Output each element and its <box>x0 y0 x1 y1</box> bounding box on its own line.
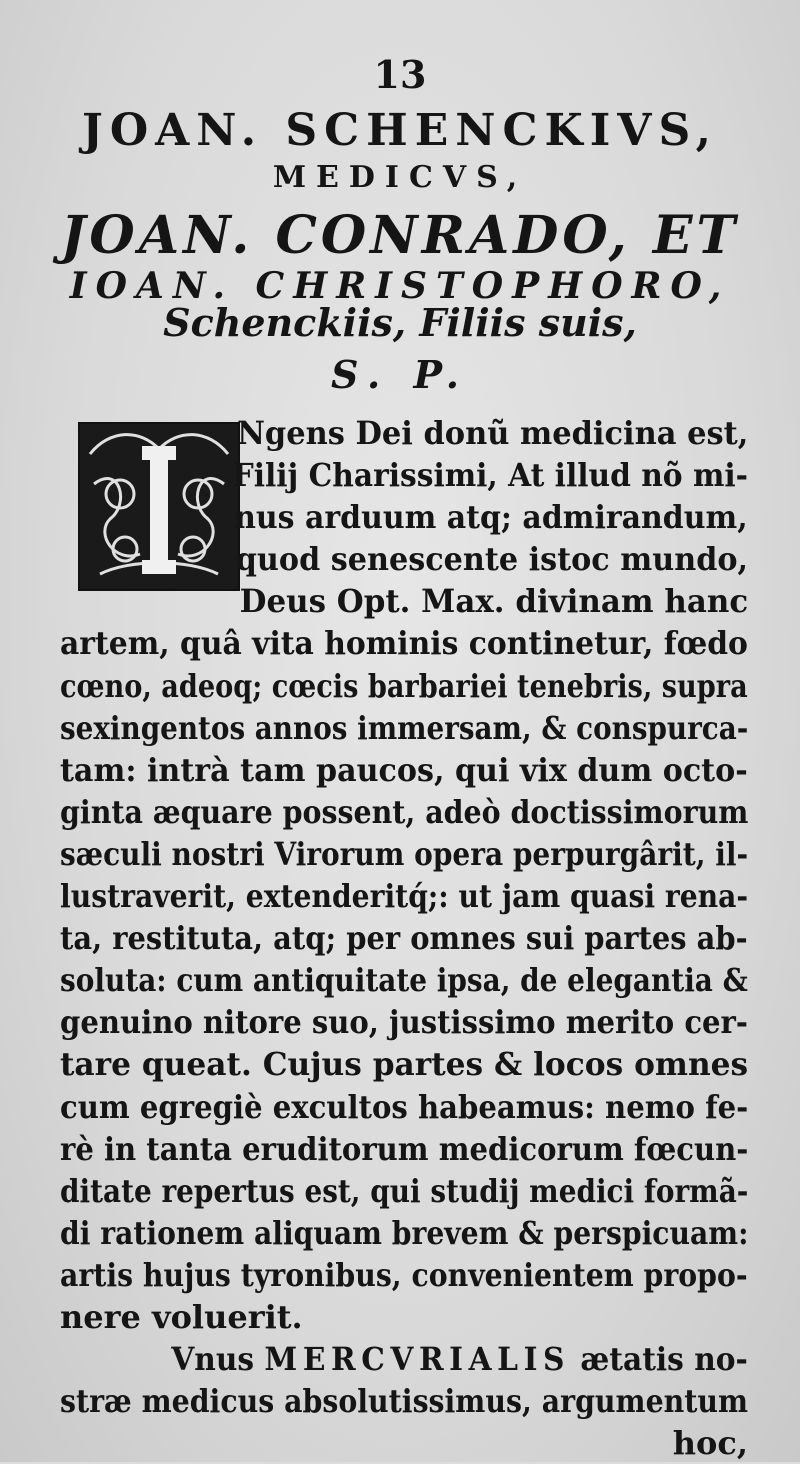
page-number: 13 <box>373 52 427 97</box>
heading-title: MEDICVS, <box>272 160 528 195</box>
text-line: artis hujus tyronibus, convenientem propo- <box>60 1255 748 1294</box>
heading-salutation: S. P. <box>330 352 470 397</box>
text-line: nus arduum atq; admirandum, <box>234 498 748 537</box>
text-line: ta, restituta, atq; per omnes sui partes ab- <box>60 919 748 958</box>
para2-name: MERCVRIALIS <box>264 1340 571 1379</box>
text-line: rè in tanta eruditorum medicorum fœcun- <box>60 1129 749 1168</box>
text-line: cœno, adeoq; cœcis barbariei tenebris, supra <box>60 666 748 705</box>
text-line: Deus Opt. Max. divinam hanc <box>239 582 749 621</box>
text-line: tam: intrà tam paucos, qui vix dum octo- <box>60 750 748 789</box>
catchword: hoc, <box>672 1424 748 1463</box>
text-line: Filij Charissimi, At illud nõ mi- <box>232 456 748 495</box>
text-line: nere voluerit. <box>60 1297 303 1336</box>
text-line: di rationem aliquam brevem & perspicuam: <box>60 1213 749 1252</box>
para2-start: Vnus <box>171 1340 255 1379</box>
text-line: lustraverit, extenderitq́;: ut jam quasi rena- <box>60 877 749 916</box>
text-line: ginta æquare possent, adeò doctissimorum <box>60 792 749 831</box>
text-line: artem, quâ vita hominis continetur, fœdo <box>60 624 748 663</box>
text-line: soluta: cum antiquitate ipsa, de elegantia & <box>60 961 748 1000</box>
text-line: ditate repertus est, qui studij medici formã- <box>60 1171 749 1210</box>
text-line: quod senescente istoc mundo, <box>235 540 749 579</box>
text-line: sexingentos annos immersam, & conspurca- <box>60 708 749 747</box>
heading-recipient-2: IOAN. CHRISTOPHORO, <box>69 265 731 307</box>
text-line: stræ medicus absolutissimus, argumentum <box>60 1382 749 1421</box>
text-line: Ngens Dei donũ medicina est, <box>237 414 749 452</box>
text-line: sæculi nostri Virorum opera perpurgârit, il- <box>60 834 749 873</box>
para2-rest: ætatis no- <box>580 1340 748 1379</box>
text-line: tare queat. Cujus partes & locos omnes <box>60 1045 749 1084</box>
body-text <box>60 412 748 1464</box>
heading-recipient-1: JOAN. CONRADO, ET <box>60 205 740 266</box>
text-line: cum egregiè excultos habeamus: nemo fe- <box>60 1087 749 1126</box>
text-line: genuino nitore suo, justissimo merito cer- <box>60 1003 748 1042</box>
heading-relation: Schenckiis, Filiis suis, <box>163 300 637 345</box>
heading-author: JOAN. SCHENCKIVS, <box>82 105 718 156</box>
text-line-paragraph-2 <box>60 1338 748 1380</box>
